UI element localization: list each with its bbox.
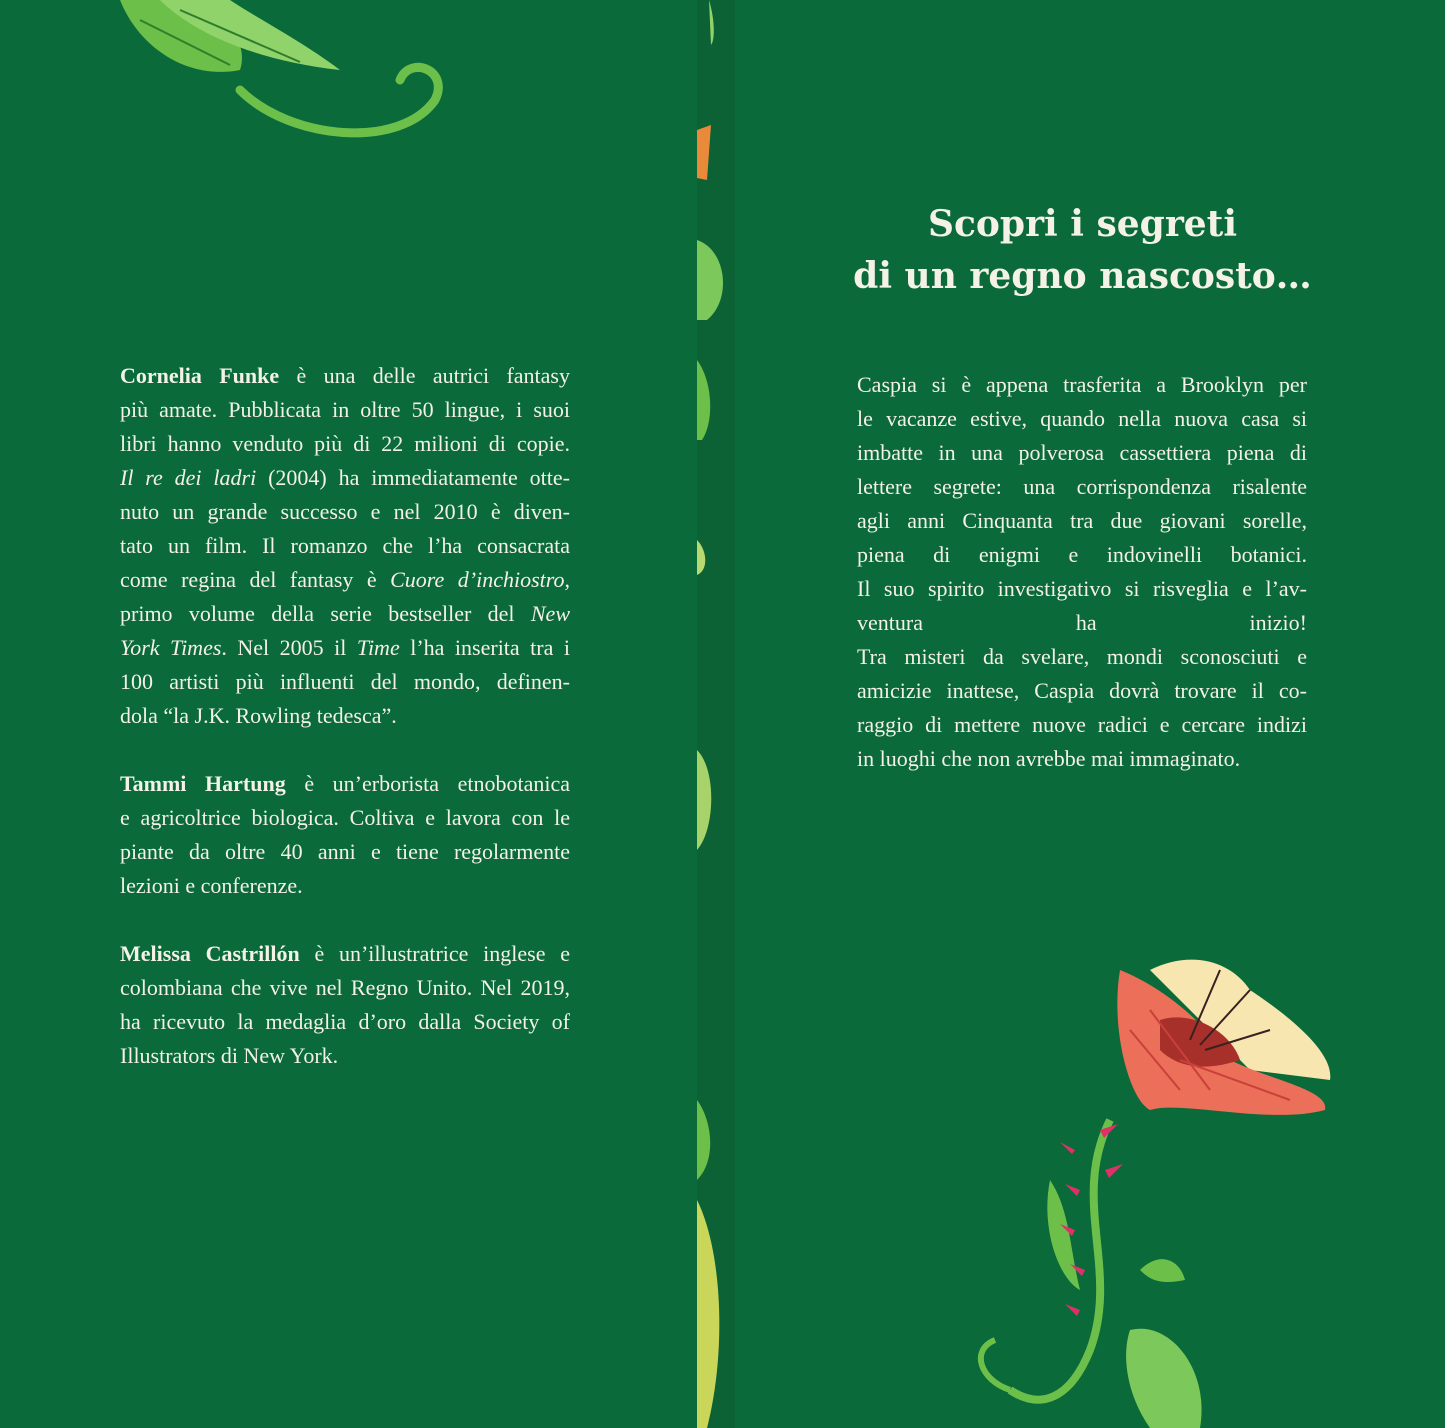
text-segment: è una delle autrici fantasy bbox=[279, 363, 570, 388]
author-name: Melissa Castrillón bbox=[120, 941, 300, 966]
text-line bbox=[120, 869, 570, 903]
text-line bbox=[857, 640, 1307, 674]
text-segment: lezioni e conferenze. bbox=[120, 873, 303, 898]
paragraph bbox=[120, 937, 570, 1073]
text-line bbox=[120, 563, 570, 597]
flower-illustration bbox=[950, 950, 1350, 1428]
text-segment: colombiana che vive nel Regno Unito. Nel 2019, bbox=[120, 975, 570, 1000]
text-line bbox=[120, 699, 570, 733]
text-segment: ventura ha inizio! bbox=[857, 610, 1307, 635]
text-line bbox=[120, 597, 570, 631]
back-cover-title bbox=[820, 198, 1345, 302]
text-line bbox=[120, 529, 570, 563]
text-line bbox=[857, 538, 1307, 572]
text-segment: Tra misteri da svelare, mondi sconosciuti e bbox=[857, 644, 1307, 669]
author-name: Tammi Hartung bbox=[120, 771, 286, 796]
text-segment: primo volume della serie bestseller del bbox=[120, 601, 531, 626]
paragraph bbox=[857, 368, 1307, 776]
text-line bbox=[857, 708, 1307, 742]
text-line bbox=[120, 1039, 570, 1073]
text-segment: Illustrators di New York. bbox=[120, 1043, 339, 1068]
text-line bbox=[857, 402, 1307, 436]
text-segment: piena di enigmi e indovinelli botanici. bbox=[857, 542, 1307, 567]
text-line bbox=[857, 742, 1307, 776]
text-segment: tato un film. Il romanzo che l’ha consacrata bbox=[120, 533, 570, 558]
text-segment: ha ricevuto la medaglia d’oro dalla Society of bbox=[120, 1009, 570, 1034]
text-segment: Il suo spirito investigativo si risveglia e l’av- bbox=[857, 576, 1307, 601]
text-line bbox=[120, 937, 570, 971]
text-segment: l’ha inserita tra i bbox=[399, 635, 571, 660]
text-segment: amicizie inattese, Caspia dovrà trovare il co- bbox=[857, 678, 1307, 703]
text-line bbox=[120, 427, 570, 461]
paragraph bbox=[120, 359, 570, 733]
spine-illustration bbox=[697, 0, 735, 1428]
title-italic: Time bbox=[356, 635, 400, 660]
text-segment: è un’erborista etnobotanica bbox=[285, 771, 570, 796]
text-line bbox=[857, 504, 1307, 538]
text-segment: agli anni Cinquanta tra due giovani sorelle, bbox=[857, 508, 1307, 533]
text-segment: piante da oltre 40 anni e tiene regolarmente bbox=[120, 839, 570, 864]
vine-illustration bbox=[100, 0, 460, 150]
text-line bbox=[857, 436, 1307, 470]
text-line bbox=[120, 359, 570, 393]
text-segment: 100 artisti più influenti del mondo, definen- bbox=[120, 669, 570, 694]
text-segment: è un’illustratrice inglese e bbox=[299, 941, 570, 966]
text-line bbox=[857, 606, 1307, 640]
text-line bbox=[857, 674, 1307, 708]
text-line bbox=[120, 767, 570, 801]
title-line-2: di un regno nascosto… bbox=[853, 255, 1312, 297]
author-bios bbox=[120, 359, 570, 1107]
text-segment: e agricoltrice biologica. Coltiva e lavora con le bbox=[120, 805, 570, 830]
book-synopsis bbox=[857, 368, 1307, 810]
text-segment: nuto un grande successo e nel 2010 è diven- bbox=[120, 499, 570, 524]
text-line bbox=[120, 971, 570, 1005]
text-line bbox=[857, 368, 1307, 402]
text-line bbox=[120, 1005, 570, 1039]
text-segment: , bbox=[564, 567, 571, 592]
text-segment: Caspia si è appena trasferita a Brooklyn per bbox=[857, 372, 1307, 397]
text-segment: (2004) ha immediatamente otte- bbox=[256, 465, 570, 490]
text-line bbox=[120, 393, 570, 427]
text-line bbox=[120, 631, 570, 665]
title-italic: New bbox=[530, 601, 570, 626]
title-italic: Cuore d’inchiostro bbox=[390, 567, 565, 592]
text-line bbox=[857, 572, 1307, 606]
text-line bbox=[120, 835, 570, 869]
text-segment: dola “la J.K. Rowling tedesca”. bbox=[120, 703, 397, 728]
text-segment: imbatte in una polverosa cassettiera piena di bbox=[857, 440, 1307, 465]
text-segment: come regina del fantasy è bbox=[120, 567, 391, 592]
text-line bbox=[120, 801, 570, 835]
paragraph bbox=[120, 767, 570, 903]
text-segment: libri hanno venduto più di 22 milioni di copie. bbox=[120, 431, 570, 456]
text-segment: più amate. Pubblicata in oltre 50 lingue, i suoi bbox=[120, 397, 570, 422]
text-line bbox=[120, 495, 570, 529]
text-segment: lettere segrete: una corrispondenza risalente bbox=[857, 474, 1307, 499]
title-italic: York Times bbox=[120, 635, 222, 660]
text-segment: . Nel 2005 il bbox=[221, 635, 357, 660]
text-segment: raggio di mettere nuove radici e cercare indizi bbox=[857, 712, 1307, 737]
title-italic: Il re dei ladri bbox=[120, 465, 257, 490]
author-name: Cornelia Funke bbox=[120, 363, 280, 388]
text-line bbox=[120, 665, 570, 699]
text-line bbox=[120, 461, 570, 495]
text-line bbox=[857, 470, 1307, 504]
text-segment: in luoghi che non avrebbe mai immaginato. bbox=[857, 746, 1241, 771]
text-segment: le vacanze estive, quando nella nuova casa si bbox=[857, 406, 1307, 431]
title-line-1: Scopri i segreti bbox=[927, 203, 1237, 245]
